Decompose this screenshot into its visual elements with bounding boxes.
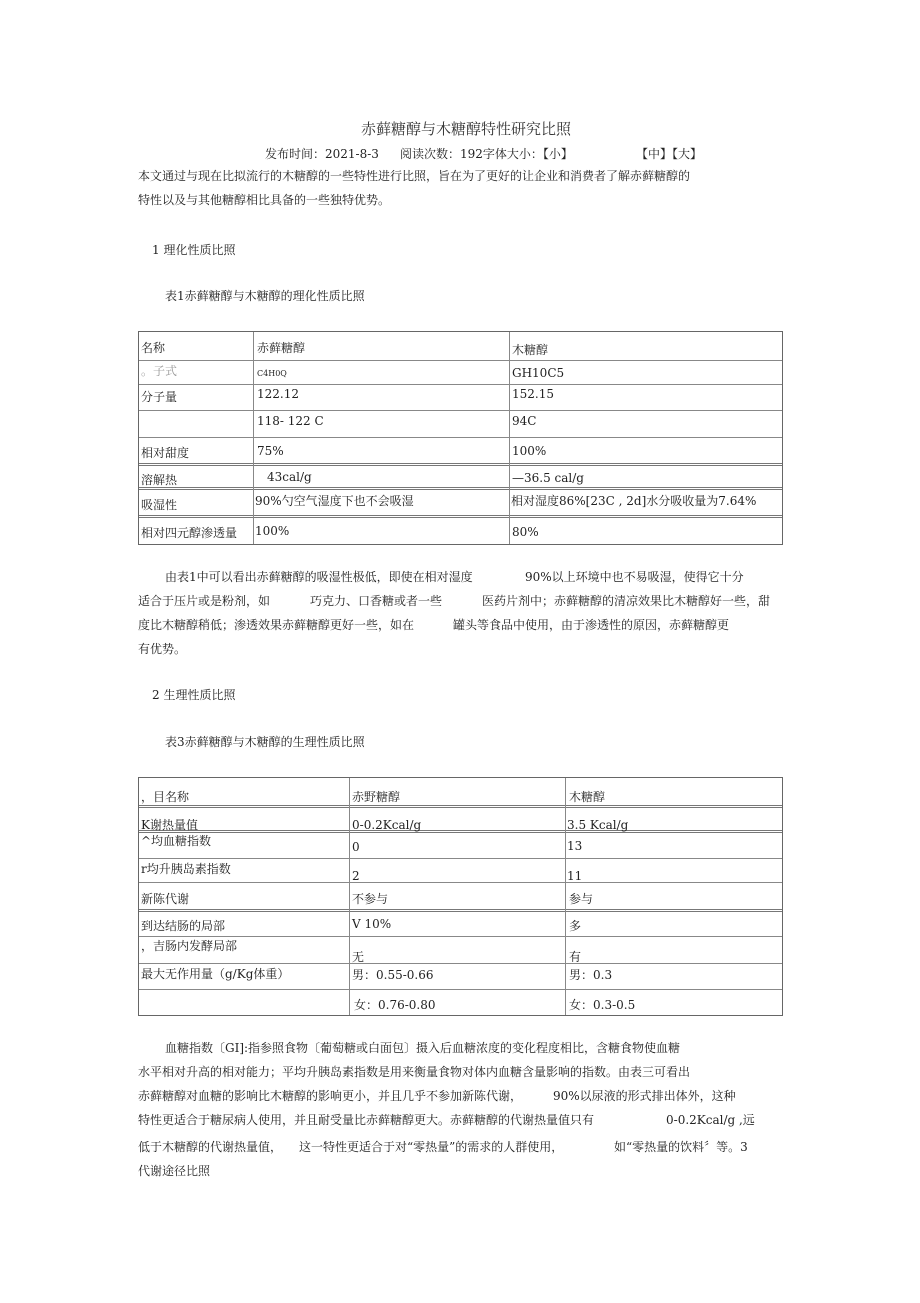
table-cell: 相对四元醇渗透量 [141,526,238,540]
table-cell: 有 [569,950,582,964]
table-cell: 分子量 [141,390,178,404]
table-cell: 11 [567,869,583,883]
table-cell: K谢热量值 [141,818,198,832]
para1-text: 罐头等食品中使用，由于渗透性的原因，赤藓糖醇更 [453,618,730,632]
para2-text: 代谢途径比照 [138,1164,211,1178]
publish-date: 发布时间：2021-8-3 [265,147,379,161]
read-count-font-small[interactable]: 阅读次数：192字体大小：【小】 [400,147,573,161]
table-cell: ，目名称 [141,790,190,804]
table2-caption: 表3赤藓糖醇与木糖醇的生理性质比照 [165,735,365,749]
table-cell: 新陈代谢 [141,892,190,906]
table-cell: 男：0.3 [569,968,613,982]
table-cell: 不参与 [352,892,389,906]
table-cell: r均升胰岛素指数 [141,862,231,876]
table-cell: 100% [255,524,290,538]
table-2 [138,777,783,1016]
table1-caption: 表1赤藓糖醇与木糖醇的理化性质比照 [165,289,365,303]
para2-text: 0-0.2Kcal/g ,远 [666,1113,755,1127]
table-cell: 0-0.2Kcal/g [352,818,422,832]
table-cell: 100% [512,444,547,458]
para2-text: 90%以尿液的形式排出体外，这种 [553,1089,736,1103]
table-cell: 43cal/g [267,470,312,484]
para2-text: 赤藓糖醇对血糖的影响比木糖醇的影响更小，并且几乎不参加新陈代谢， [138,1089,523,1103]
para2-text: 血糖指数〔GI]:指参照食物〔葡萄糖或白面包〕摄入后血糖浓度的变化程度相比，含糖食物使血糖 [165,1041,681,1055]
table-cell: 无 [352,950,365,964]
table-cell: 94C [512,414,537,428]
para1-text: 由表1中可以看出赤藓糖醇的吸湿性极低，即使在相对湿度 [165,570,473,584]
para1-text: 有优势。 [138,642,187,656]
table-cell: 75% [257,444,284,458]
table-cell: 0 [352,840,360,854]
intro-line-1: 本文通过与现在比拟流行的木糖醇的一些特性进行比照，旨在为了更好的让企业和消费者了解赤藓糖醇的 [138,169,691,183]
para2-text: 水平相对升高的相对能力；平均升胰岛素指数是用来衡量食物对体内血糖含量影响的指数。由表三可看出 [138,1065,691,1079]
table-cell: 到达结肠的局部 [141,919,226,933]
section-heading-1: 1 理化性质比照 [152,243,236,257]
table-cell: 木糖醇 [512,343,549,357]
intro-line-2: 特性以及与其他糖醇相比具备的一些独特优势。 [138,193,391,207]
table-cell: 最大无作用量（g/Kg体重） [141,967,290,981]
table-cell: C4H0Q [257,369,287,378]
table-cell: —36.5 cal/g [512,471,584,485]
table-cell: 参与 [569,892,594,906]
table-cell: 名称 [141,341,166,355]
font-size-options[interactable]: 【中】【大】 [636,147,703,161]
para1-text: 巧克力、口香糖或者一些 [310,594,443,608]
table-cell: 赤藓糖醇 [257,341,306,355]
table-cell: 相对甜度 [141,446,190,460]
table-cell: 吸湿性 [141,498,178,512]
table-1 [138,331,783,545]
para2-text: 如“零热量的饮料〞等。3 [614,1140,748,1154]
table-cell: GH10C5 [512,366,565,380]
table-cell: 多 [569,919,582,933]
table-cell: ^均血糖指数 [141,834,212,848]
table-cell: V 10% [352,917,392,931]
table-cell: 相对湿度86%[23C , 2d]水分吸收量为7.64% [511,494,757,508]
table-cell: 。子式 [141,364,178,378]
table-cell: 122.12 [257,387,299,401]
table-cell: 3.5 Kcal/g [567,818,629,832]
para2-text: 低于木糖醇的代谢热量值， [138,1140,283,1154]
para2-text: 这一特性更适合于对“零热量”的需求的人群使用， [299,1140,564,1154]
section-heading-2: 2 生理性质比照 [152,688,236,702]
table-cell: 溶解热 [141,473,178,487]
para2-text: 特性更适合于糖尿病人使用，并且耐受量比赤藓糖醇更大。赤藓糖醇的代谢热量值只有 [138,1113,595,1127]
table-cell: 女：0.3-0.5 [569,998,636,1012]
table-cell: 13 [567,839,583,853]
para1-text: 度比木糖醇稍低；渗透效果赤藓糖醇更好一些，如在 [138,618,415,632]
table-cell: ，吉肠内发酵局部 [141,939,238,953]
table-cell: 女：0.76-0.80 [354,998,436,1012]
table-cell: 80% [512,525,539,539]
table-cell: 118- 122 C [257,414,324,428]
table-cell: 木糖醇 [569,790,606,804]
table-cell: 152.15 [512,387,554,401]
para1-text: 医药片剂中；赤藓糖醇的清凉效果比木糖醇好一些，甜 [482,594,771,608]
para1-text: 适合于压片或是粉剂，如 [138,594,271,608]
page-title: 赤藓糖醇与木糖醇特性研究比照 [361,120,572,138]
table-cell: 赤野糖醇 [352,790,401,804]
para1-text: 90%以上环境中也不易吸湿，使得它十分 [525,570,744,584]
table-cell: 2 [352,869,360,883]
table-cell: 男：0.55-0.66 [352,968,434,982]
table-cell: 90%勺空气湿度下也不会吸湿 [255,494,414,508]
